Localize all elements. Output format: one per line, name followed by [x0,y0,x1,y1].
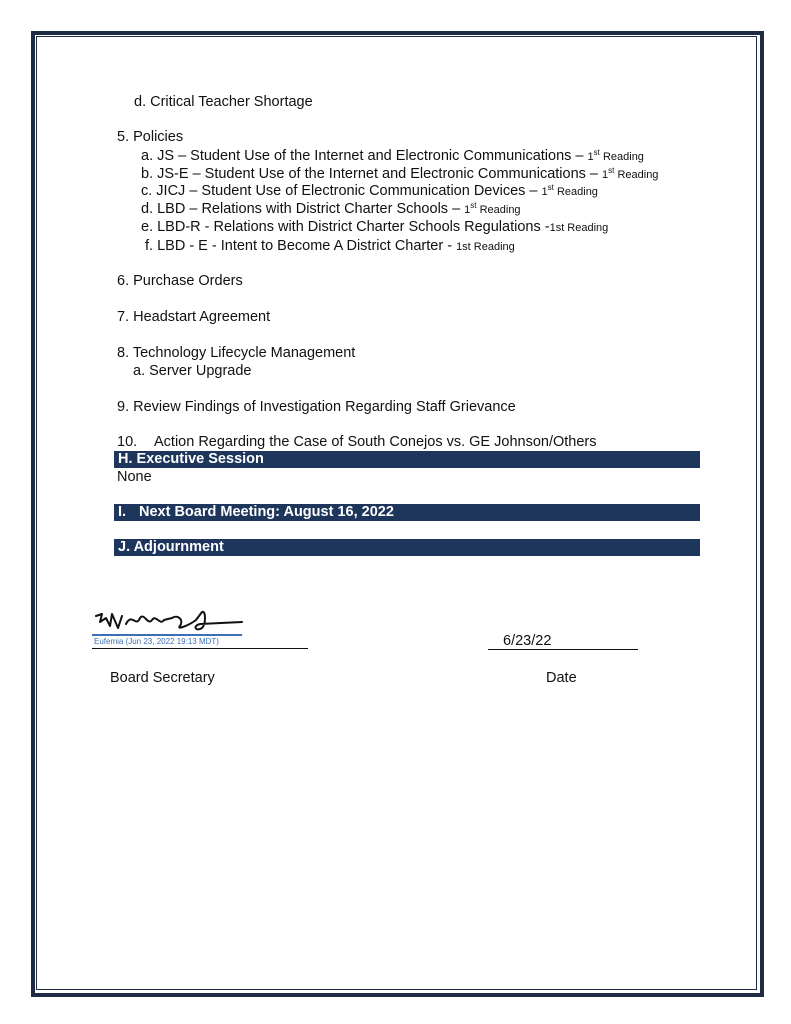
policy-a-reading: Reading [599,151,644,163]
item-headstart-agreement: 7. Headstart Agreement [117,309,271,325]
section-j-title: J. Adjournment [118,539,224,555]
policy-a [141,148,644,166]
section-i-bar [114,504,700,521]
policy-a-num: 1 [587,151,594,163]
date-label: Date [546,670,577,686]
policy-e-title: e. LBD-R - Relations with District Charter Schools Regulations - [141,219,550,235]
item-action-case: Action Regarding the Case of South Conejos vs. GE Johnson/Others [154,434,597,450]
item-review-findings: 9. Review Findings of Investigation Regarding Staff Grievance [117,399,516,415]
signature-caption: Eufemia (Jun 23, 2022 19:13 MDT) [94,637,219,646]
policy-b-num: 1 [602,169,609,181]
item-critical-teacher-shortage: d. Critical Teacher Shortage [134,94,313,110]
policy-d-num: 1 [464,204,471,216]
signature-blue-line [92,634,242,636]
policy-d-title: d. LBD – Relations with District Charter Schools – [141,201,465,217]
policy-c-title: c. JICJ – Student Use of Electronic Communication Devices – [141,183,542,199]
item-action-number: 10. [117,434,138,450]
item-policies: 5. Policies [117,129,184,145]
policy-b-title: b. JS-E – Student Use of the Internet and Electronic Communications – [141,166,603,182]
policy-d-sup: st [470,201,477,210]
policy-b-reading: Reading [614,169,659,181]
policy-a-title: a. JS – Student Use of the Internet and Electronic Communications – [141,148,588,164]
date-line [488,649,638,650]
signature-image [92,606,252,636]
policy-f-title: f. LBD - E - Intent to Become A District Charter - [145,238,457,254]
policy-e [141,219,608,237]
section-i-label: I. [118,504,127,520]
section-h-bar [114,451,700,468]
policy-c-num: 1 [541,186,548,198]
board-secretary-label: Board Secretary [110,670,215,686]
item-technology-lifecycle: 8. Technology Lifecycle Management [117,345,356,361]
policy-e-reading: 1st Reading [549,222,609,234]
policy-d [141,201,521,219]
section-i-title: Next Board Meeting: August 16, 2022 [139,504,394,520]
item-server-upgrade: a. Server Upgrade [133,363,252,379]
policy-d-reading: Reading [476,204,521,216]
policy-f-reading: 1st Reading [456,241,515,253]
policy-c-reading: Reading [553,186,598,198]
signature-line [92,648,308,649]
section-j-bar [114,539,700,556]
section-h-body: None [117,469,152,485]
policy-c-sup: st [547,183,554,192]
signature-date: 6/23/22 [503,633,552,649]
policy-c [141,183,598,201]
policy-a-sup: st [593,148,600,157]
section-h-title: H. Executive Session [118,451,264,467]
policy-b [141,166,658,184]
item-purchase-orders: 6. Purchase Orders [117,273,243,289]
policy-b-sup: st [608,166,615,175]
policy-f [145,238,515,256]
